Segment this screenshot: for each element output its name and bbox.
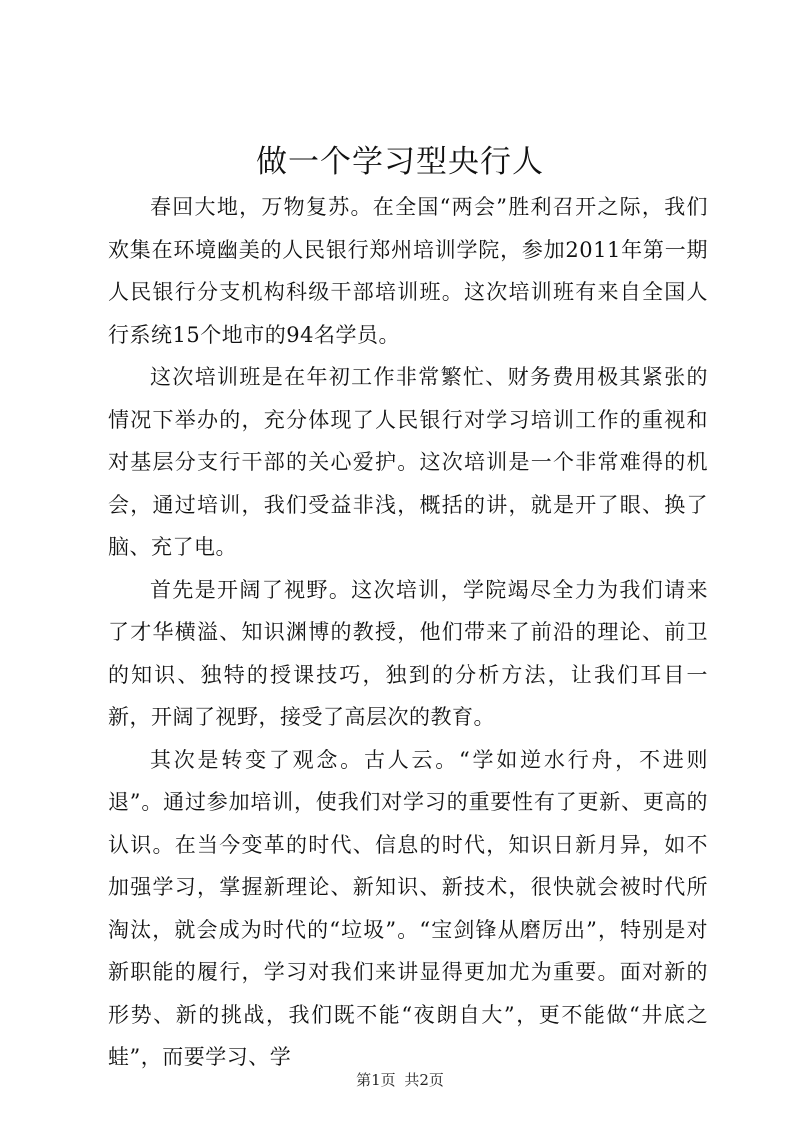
page-number: 第1页 (356, 1071, 396, 1089)
paragraph-3: 首先是开阔了视野。这次培训，学院竭尽全力为我们请来了才华横溢、知识渊博的教授，他们带来了前沿的理论、前卫的知识、独特的授课技巧，独到的分析方法，让我们耳目一新，开阔了视野，接受了高层次的教育。 (108, 577, 708, 729)
document-body (108, 186, 708, 1079)
paragraph-2: 这次培训班是在年初工作非常繁忙、财务费用极其紧张的情况下举办的，充分体现了人民银行对学习培训工作的重视和对基层分支行干部的关心爱护。这次培训是一个非常难得的机会，通过培训，我们受益非浅，概括的讲，就是开了眼、换了脑、充了电。 (108, 365, 708, 559)
paragraph-4: 其次是转变了观念。古人云。“学如逆水行舟，不进则退”。通过参加培训，使我们对学习的重要性有了更新、更高的认识。在当今变革的时代、信息的时代，知识日新月异，如不加强学习，掌握新理论、新知识、新技术，很快就会被时代所淘汰，就会成为时代的“垃圾”。“宝剑锋从磨厉出”，特别是对新职能的履行，学习对我们来讲显得更加尤为重要。面对新的形势、新的挑战，我们既不能“夜朗自大”，更不能做“井底之蛙”，而要学习、学 (108, 747, 708, 1069)
document-title: 做一个学习型央行人 (256, 144, 544, 180)
paragraph-1: 春回大地，万物复苏。在全国“两会”胜利召开之际，我们欢集在环境幽美的人民银行郑州培训学院，参加2011年第一期人民银行分支机构科级干部培训班。这次培训班有来自全国人行系统15个地市的94名学员。 (108, 195, 708, 347)
page-total: 共2页 (404, 1071, 444, 1089)
page-footer (0, 1070, 800, 1090)
